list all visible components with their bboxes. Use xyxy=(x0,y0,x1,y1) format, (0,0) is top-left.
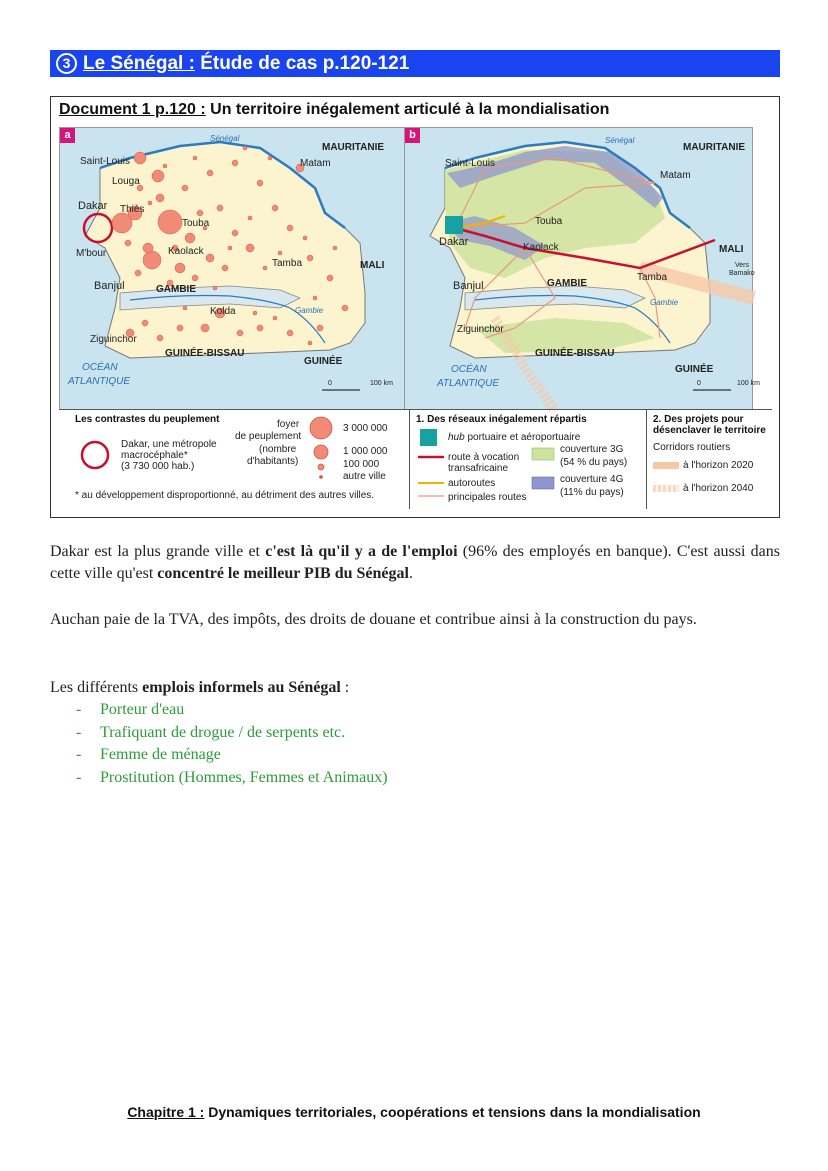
label-guinee-bissau-b: GUINÉE-BISSAU xyxy=(535,348,615,359)
p3-a: Les différents xyxy=(50,679,143,696)
legend-value-100k: 100 000 xyxy=(343,459,380,470)
legend-principales: principales routes xyxy=(448,492,527,503)
label-kaolack: Kaolack xyxy=(168,246,204,257)
legend-population xyxy=(59,409,409,509)
p1-b: c'est là qu'il y a de l'emploi xyxy=(265,543,458,560)
legend-corridors: Corridors routiers xyxy=(653,442,731,453)
label-ocean: OCÉAN xyxy=(82,362,118,373)
label-kaolack-b: Kaolack xyxy=(523,242,559,253)
label-atlantique-b: ATLANTIQUE xyxy=(437,378,500,389)
label-ziguinchor: Ziguinchor xyxy=(90,334,137,345)
label-scale-100: 100 km xyxy=(370,380,393,387)
senegal-land xyxy=(85,142,365,358)
legend-footnote: * au développement disproportionné, au détriment des autres villes. xyxy=(75,490,375,501)
label-dakar: Dakar xyxy=(78,200,108,212)
legend-autoroutes: autoroutes xyxy=(448,478,496,489)
paragraph-informal xyxy=(50,677,780,699)
label-banjul: Banjul xyxy=(94,280,125,292)
label-banjul-b: Banjul xyxy=(453,280,484,292)
legend-foyer-1: foyer xyxy=(277,419,300,430)
label-scale-100-b: 100 km xyxy=(737,380,760,387)
list-item: - Prostitution (Hommes, Femmes et Animaux) xyxy=(76,767,388,790)
legend-hub xyxy=(448,432,580,443)
legend-route-2: transafricaine xyxy=(448,463,509,474)
list-item: - Trafiquant de drogue / de serpents etc. xyxy=(76,722,388,745)
legend-value-3m: 3 000 000 xyxy=(343,423,388,434)
p1-a: Dakar est la plus grande ville et xyxy=(50,543,266,560)
legend-projects-heading-2: désenclaver le territoire xyxy=(653,425,766,436)
legend-4g-1: couverture 4G xyxy=(560,474,624,485)
legend-4g-2: (11% du pays) xyxy=(560,487,624,498)
p1-d: concentré le meilleur PIB du Sénégal xyxy=(157,565,409,582)
label-guinee-b: GUINÉE xyxy=(675,364,714,375)
dakar-hub xyxy=(445,216,463,234)
legend-projects-heading-1: 2. Des projets pour xyxy=(653,414,744,425)
map-population xyxy=(59,127,408,410)
label-thies: Thiès xyxy=(120,204,145,215)
list-item: - Porteur d'eau xyxy=(76,699,388,722)
p3-b: emplois informels au Sénégal xyxy=(142,679,341,696)
label-touba: Touba xyxy=(182,218,210,229)
map-networks xyxy=(404,127,760,410)
label-senegal-river: Sénégal xyxy=(210,134,240,143)
legend-hub-rest: portuaire et aéroportuaire xyxy=(464,432,581,443)
label-mali: MALI xyxy=(360,260,385,271)
legend-dakar-line-3: (3 730 000 hab.) xyxy=(121,461,195,472)
legend-foyer-2: de peuplement xyxy=(235,431,302,442)
label-matam-b: Matam xyxy=(660,170,691,181)
legend-value-1m: 1 000 000 xyxy=(343,446,388,457)
legend-3g-2: (54 % du pays) xyxy=(560,457,628,468)
label-bamako: Bamako xyxy=(729,270,755,277)
label-mbour: M'bour xyxy=(76,248,107,259)
legend-dakar-line-2: macrocéphale* xyxy=(121,450,188,461)
footer-chapter: Chapitre 1 : xyxy=(127,1104,205,1120)
page-footer xyxy=(0,1104,828,1120)
legend-foyer-3: (nombre xyxy=(259,444,297,455)
legend-networks-heading: 1. Des réseaux inégalement répartis xyxy=(416,414,587,425)
paragraph-dakar xyxy=(50,541,780,585)
label-dakar-b: Dakar xyxy=(439,236,469,248)
label-guinee-bissau: GUINÉE-BISSAU xyxy=(165,348,245,359)
legend-2020: à l'horizon 2020 xyxy=(683,460,754,471)
label-gambie-river-b: Gambie xyxy=(650,298,679,307)
label-louga: Louga xyxy=(112,176,140,187)
informal-jobs-list xyxy=(76,699,388,789)
label-scale-0-b: 0 xyxy=(697,380,701,387)
label-scale-0: 0 xyxy=(328,380,332,387)
document-title xyxy=(59,101,609,119)
label-saint-louis-b: Saint-Louis xyxy=(445,158,496,169)
legend-3g-1: couverture 3G xyxy=(560,444,624,455)
label-senegal-river-b: Sénégal xyxy=(605,136,635,145)
label-saint-louis: Saint-Louis xyxy=(80,156,131,167)
label-ziguinchor-b: Ziguinchor xyxy=(457,324,504,335)
legend-hub-em: hub xyxy=(448,432,465,443)
p3-c: : xyxy=(340,679,350,696)
p1-e: . xyxy=(408,565,413,582)
document-figure xyxy=(50,96,780,518)
legend-value-other: autre ville xyxy=(343,471,386,482)
legend-2040: à l'horizon 2040 xyxy=(683,483,754,494)
label-atlantique: ATLANTIQUE xyxy=(68,376,131,387)
section-header xyxy=(50,50,780,77)
label-gambie-river: Gambie xyxy=(295,306,324,315)
label-kolda: Kolda xyxy=(210,306,236,317)
label-gambie-b: GAMBIE xyxy=(547,278,587,289)
label-mauritanie-b: MAURITANIE xyxy=(683,142,746,153)
legend-population-heading: Les contrastes du peuplement xyxy=(75,414,220,425)
document-ref: Document 1 p.120 : xyxy=(59,101,206,118)
legend-networks xyxy=(409,409,646,509)
footer-title: Dynamiques territoriales, coopérations et tensions dans la mondialisation xyxy=(204,1104,701,1120)
legend-foyer-4: d'habitants) xyxy=(247,456,299,467)
label-ocean-b: OCÉAN xyxy=(451,364,487,375)
label-gambie: GAMBIE xyxy=(156,284,196,295)
section-title: Étude de cas p.120-121 xyxy=(194,53,410,74)
legend-projects xyxy=(646,409,772,509)
paragraph-auchan: Auchan paie de la TVA, des impôts, des droits de douane et contribue ainsi à la construction du pays. xyxy=(50,611,697,628)
section-number: 3 xyxy=(56,53,77,74)
map-a-letter: a xyxy=(60,128,75,143)
legend-route-1: route à vocation xyxy=(448,452,520,463)
document-caption: Un territoire inégalement articulé à la mondialisation xyxy=(205,101,610,118)
p1-c: (96% des employés en banque). C'est aussi dans cette ville qu'est xyxy=(50,543,780,582)
section-title-underlined: Le Sénégal : xyxy=(83,53,195,74)
label-tamba-b: Tamba xyxy=(637,272,668,283)
label-matam: Matam xyxy=(300,158,331,169)
label-mali-b: MALI xyxy=(719,244,744,255)
list-item: - Femme de ménage xyxy=(76,744,388,767)
label-mauritanie: MAURITANIE xyxy=(322,142,385,153)
legend-dakar-line-1: Dakar, une métropole xyxy=(121,439,217,450)
map-b-letter: b xyxy=(405,128,420,143)
label-touba-b: Touba xyxy=(535,216,563,227)
label-guinee: GUINÉE xyxy=(304,356,343,367)
label-tamba: Tamba xyxy=(272,258,303,269)
label-vers: Vers xyxy=(735,262,750,269)
